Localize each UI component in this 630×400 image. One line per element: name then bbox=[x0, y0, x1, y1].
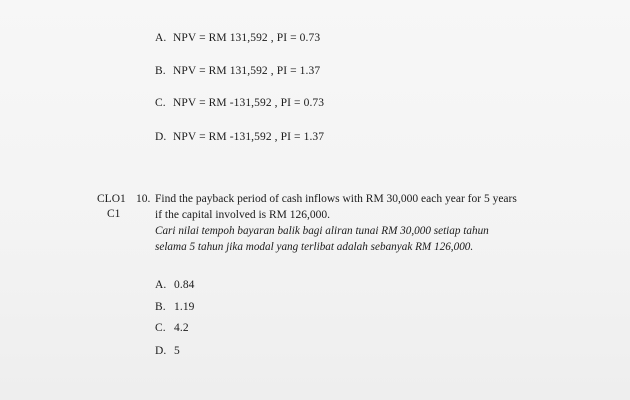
option-c bbox=[155, 97, 324, 109]
question-english-line-2: if the capital involved is RM 126,000. bbox=[155, 208, 331, 221]
question-number: 10. bbox=[136, 193, 151, 205]
question-malay-line-2: selama 5 tahun jika modal yang terlibat adalah sebanyak RM 126,000. bbox=[155, 241, 474, 253]
option-b bbox=[155, 301, 195, 313]
cognitive-level: C1 bbox=[107, 208, 121, 220]
option-text: 0.84 bbox=[174, 279, 195, 291]
option-text: 1.19 bbox=[174, 301, 195, 313]
option-letter: C. bbox=[155, 97, 166, 109]
option-letter: A. bbox=[155, 32, 167, 44]
option-b bbox=[155, 65, 320, 77]
option-letter: D. bbox=[155, 131, 167, 143]
option-letter: B. bbox=[155, 301, 166, 313]
question-10-text bbox=[155, 192, 555, 255]
option-d bbox=[155, 345, 180, 357]
option-text: NPV = RM 131,592 , PI = 1.37 bbox=[173, 65, 321, 77]
option-letter: C. bbox=[155, 322, 166, 334]
option-d bbox=[155, 131, 324, 143]
clo-code: CLO1 bbox=[97, 193, 126, 205]
option-letter: D. bbox=[155, 345, 167, 357]
option-text: 5 bbox=[174, 345, 180, 357]
question-malay-line-1: Cari nilai tempoh bayaran balik bagi aliran tunai RM 30,000 setiap tahun bbox=[155, 225, 489, 237]
option-text: NPV = RM -131,592 , PI = 0.73 bbox=[173, 97, 325, 109]
option-text: NPV = RM -131,592 , PI = 1.37 bbox=[173, 131, 325, 143]
question-english-line-1: Find the payback period of cash inflows with RM 30,000 each year for 5 years bbox=[155, 193, 517, 205]
option-letter: B. bbox=[155, 65, 166, 77]
option-letter: A. bbox=[155, 279, 167, 291]
option-a bbox=[155, 32, 320, 44]
option-a bbox=[155, 279, 195, 291]
clo-label bbox=[97, 192, 137, 222]
option-text: 4.2 bbox=[174, 322, 189, 334]
option-c bbox=[155, 322, 189, 334]
option-text: NPV = RM 131,592 , PI = 0.73 bbox=[173, 32, 321, 44]
